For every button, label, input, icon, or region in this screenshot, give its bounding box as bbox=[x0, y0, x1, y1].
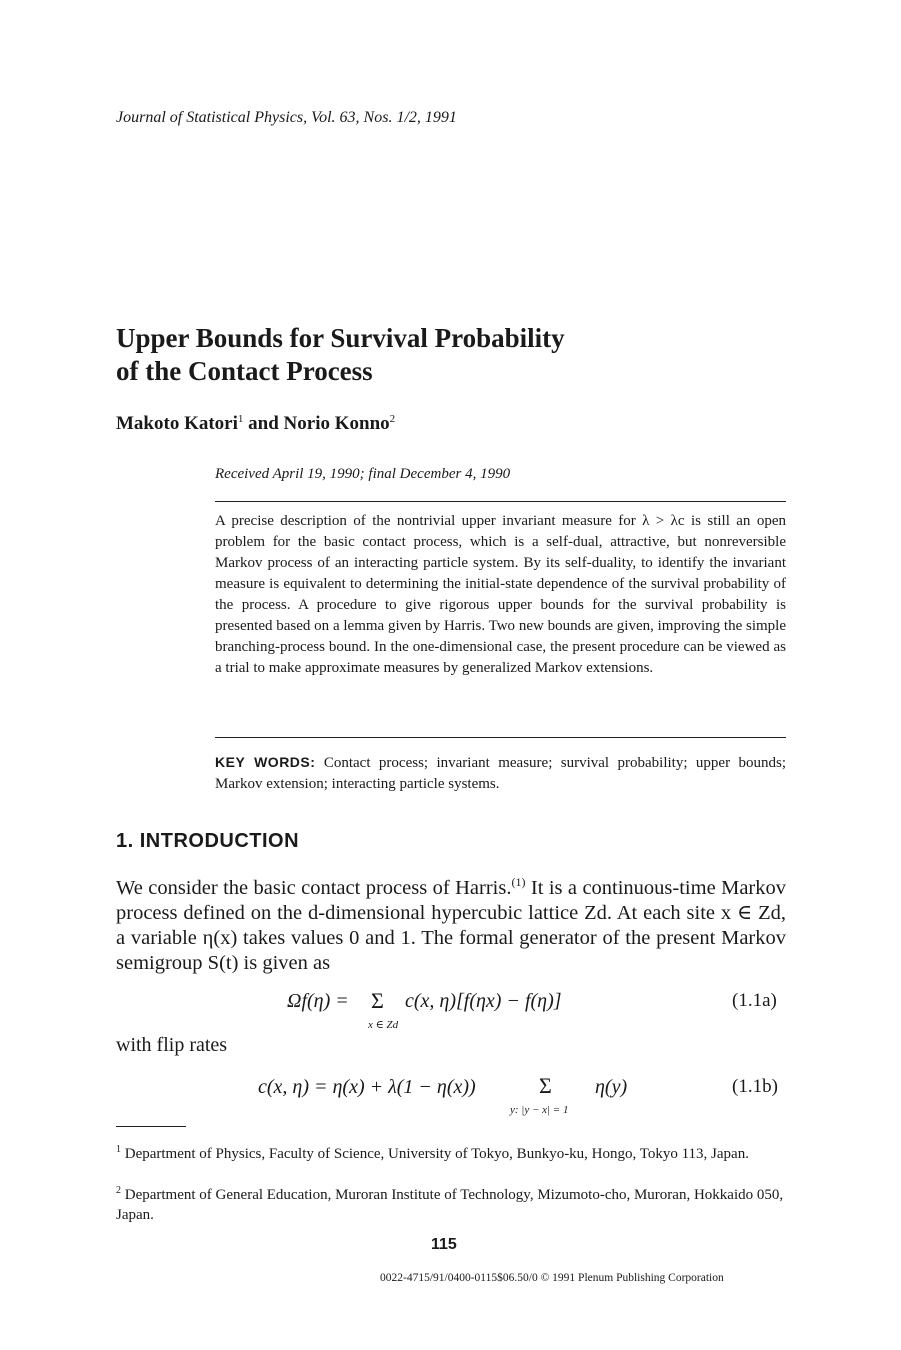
copyright-line: 0022-4715/91/0400-0115$06.50/0 © 1991 Plenum Publishing Corporation bbox=[380, 1272, 724, 1284]
citation-ref: (1) bbox=[511, 875, 526, 889]
title-line-2: of the Contact Process bbox=[116, 356, 373, 386]
received-dates: Received April 19, 1990; final December 4, 1990 bbox=[215, 466, 511, 482]
eq-1-1b-number: (1.1b) bbox=[732, 1076, 778, 1097]
page-number: 115 bbox=[431, 1236, 457, 1253]
paper-title bbox=[116, 322, 716, 388]
footnote-2-text: Department of General Education, Muroran Institute of Technology, Mizumoto-cho, Muroran, Hokkaido 050, Japan. bbox=[116, 1187, 784, 1223]
eq-1-1b-sum: Σ bbox=[539, 1073, 552, 1098]
abstract-top-rule bbox=[215, 501, 786, 502]
author-1-affiliation-mark: 1 bbox=[237, 413, 244, 425]
intro-text-a: We consider the basic contact process of Harris. bbox=[116, 877, 512, 899]
eq-1-1a-rhs: c(x, η)[f(ηx) − f(η)] bbox=[405, 990, 562, 1012]
with-flip-rates: with flip rates bbox=[116, 1034, 228, 1056]
footnote-rule bbox=[116, 1126, 186, 1127]
author-1: Makoto Katori bbox=[116, 413, 238, 434]
abstract-bottom-rule bbox=[215, 737, 786, 738]
eq-1-1a-subscript: x ∈ Zd bbox=[368, 1019, 399, 1031]
intro-paragraph bbox=[116, 870, 786, 976]
eq-1-1a-sum: Σ bbox=[371, 988, 384, 1013]
keywords-label: KEY WORDS: bbox=[215, 754, 316, 770]
journal-citation: Journal of Statistical Physics, Vol. 63, Nos. 1/2, 1991 bbox=[116, 109, 457, 126]
author-2-affiliation-mark: 2 bbox=[389, 413, 396, 425]
intro-text-b: It is a continuous-time Markov process defined on the d-dimensional hypercubic lattice Zd. At each site x ∈ Zd, a variable η(x) takes values 0 and 1. The formal generator of the present Markov semigroup S(t) is given as bbox=[116, 877, 786, 974]
footnote-2-mark: 2 bbox=[116, 1185, 121, 1196]
footnote-1-text: Department of Physics, Faculty of Science, University of Tokyo, Bunkyo-ku, Hongo, Tokyo 113, Japan. bbox=[124, 1146, 749, 1162]
footnote-2 bbox=[116, 1181, 786, 1225]
eq-1-1b-rhs: η(y) bbox=[595, 1076, 628, 1098]
title-line-1: Upper Bounds for Survival Probability bbox=[116, 323, 565, 353]
keywords-text: Contact process; invariant measure; survival probability; upper bounds; Markov extension; interacting particle systems. bbox=[215, 755, 786, 792]
author-connector: and Norio Konno bbox=[248, 413, 390, 434]
footnote-1-mark: 1 bbox=[116, 1144, 121, 1155]
keywords bbox=[215, 752, 786, 795]
eq-1-1b-lhs: c(x, η) = η(x) + λ(1 − η(x)) bbox=[258, 1076, 476, 1098]
author-list bbox=[116, 413, 395, 435]
eq-1-1a-lhs: Ωf(η) = bbox=[287, 990, 349, 1012]
abstract: A precise description of the nontrivial upper invariant measure for λ > λc is still an open problem for the basic contact process, which is a self-dual, attractive, but nonreversible Markov process of an interacting particle system. By its self-duality, to identify the invariant measure is equivalent to determining the initial-state dependence of the survival probability of the process. A procedure to give rigorous upper bounds for the survival probability is presented based on a lemma given by Harris. Two new bounds are given, improving the simple branching-process bound. In the one-dimensional case, the present procedure can be viewed as a trial to make approximate measures by generalized Markov extensions. bbox=[215, 513, 786, 676]
section-heading: 1. INTRODUCTION bbox=[116, 830, 300, 852]
footnote-1 bbox=[116, 1140, 786, 1164]
eq-1-1a-number: (1.1a) bbox=[732, 990, 777, 1011]
eq-1-1b-subscript: y: |y − x| = 1 bbox=[510, 1104, 569, 1116]
